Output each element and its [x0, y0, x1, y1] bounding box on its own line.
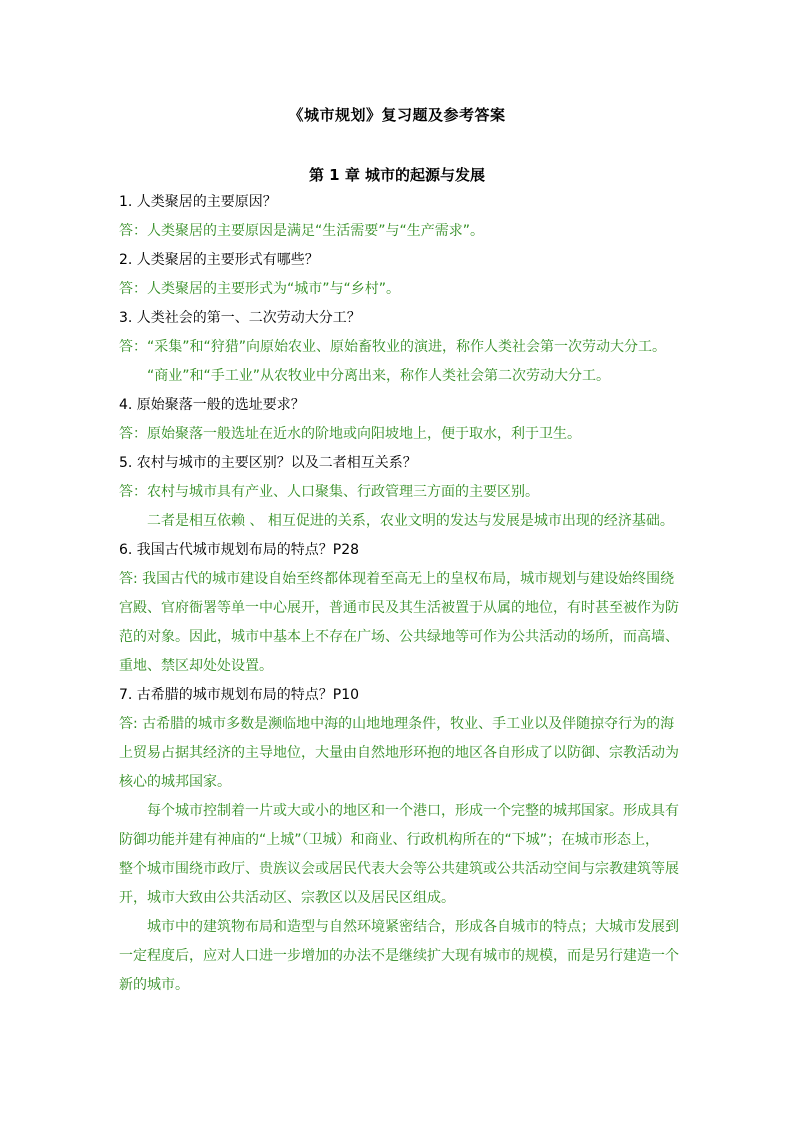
answer-line: 开，城市大致由公共活动区、宗教区以及居民区组成。 — [119, 890, 455, 906]
question-line: 1. 人类聚居的主要原因？ — [119, 194, 277, 210]
document-body — [119, 188, 679, 1000]
answer-line: 宫殿、官府衙署等单一中心展开，普通市民及其生活被置于从属的地位，有时甚至被作为防 — [119, 600, 679, 616]
answer-line: 核心的城邦国家。 — [119, 774, 231, 790]
answer-line: 答：“采集”和“狩猎”向原始农业、原始畜牧业的演进，称作人类社会第一次劳动大分工。 — [119, 339, 667, 355]
question-line: 3. 人类社会的第一、二次劳动大分工？ — [119, 310, 361, 326]
chapter-heading: 第 1 章 城市的起源与发展 — [308, 166, 486, 184]
answer-line: 答：农村与城市具有产业、人口聚集、行政管理三方面的主要区别。 — [119, 484, 539, 500]
answer-line: 防御功能并建有神庙的“上城”（卫城）和商业、行政机构所在的“下城”；在城市形态上， — [119, 832, 660, 848]
answer-line: 答：人类聚居的主要形式为“城市”与“乡村”。 — [119, 281, 401, 297]
answer-line: 范的对象。因此，城市中基本上不存在广场、公共绿地等可作为公共活动的场所，而高墙、 — [119, 629, 679, 645]
question-line: 5. 农村与城市的主要区别？以及二者相互关系？ — [119, 455, 417, 471]
document-title: 《城市规划》复习题及参考答案 — [288, 106, 506, 124]
answer-line: 二者是相互依赖 、 相互促进的关系，农业文明的发达与发展是城市出现的经济基础。 — [147, 513, 674, 529]
answer-line: 一定程度后，应对人口进一步增加的办法不是继续扩大现有城市的规模，而是另行建造一个 — [119, 948, 679, 964]
question-line: 6. 我国古代城市规划布局的特点？P28 — [119, 542, 360, 558]
question-line: 2. 人类聚居的主要形式有哪些？ — [119, 252, 319, 268]
answer-line: 重地、禁区却处处设置。 — [119, 658, 273, 674]
answer-line: 整个城市围绕市政厅、贵族议会或居民代表大会等公共建筑或公共活动空间与宗教建筑等展 — [119, 861, 679, 877]
answer-line: 答: 古希腊的城市多数是濒临地中海的山地地理条件，牧业、手工业以及伴随掠夺行为的海 — [119, 716, 675, 732]
answer-line: 答：人类聚居的主要原因是满足“生活需要”与“生产需求”。 — [119, 223, 485, 239]
answer-line: 新的城市。 — [119, 977, 189, 993]
answer-line: 每个城市控制着一片或大或小的地区和一个港口，形成一个完整的城邦国家。形成具有 — [147, 803, 679, 819]
answer-line: 上贸易占据其经济的主导地位，大量由自然地形环抱的地区各自形成了以防御、宗教活动为 — [119, 745, 679, 761]
answer-line: “商业”和“手工业”从农牧业中分离出来，称作人类社会第二次劳动大分工。 — [147, 368, 611, 384]
answer-line: 答: 我国古代的城市建设自始至终都体现着至高无上的皇权布局，城市规划与建设始终围绕 — [119, 571, 675, 587]
answer-line: 城市中的建筑物布局和造型与自然环境紧密结合，形成各自城市的特点；大城市发展到 — [147, 919, 679, 935]
answer-line: 答：原始聚落一般选址在近水的阶地或向阳坡地上，便于取水，利于卫生。 — [119, 426, 581, 442]
question-line: 7. 古希腊的城市规划布局的特点？P10 — [119, 687, 360, 703]
question-line: 4. 原始聚落一般的选址要求？ — [119, 397, 305, 413]
